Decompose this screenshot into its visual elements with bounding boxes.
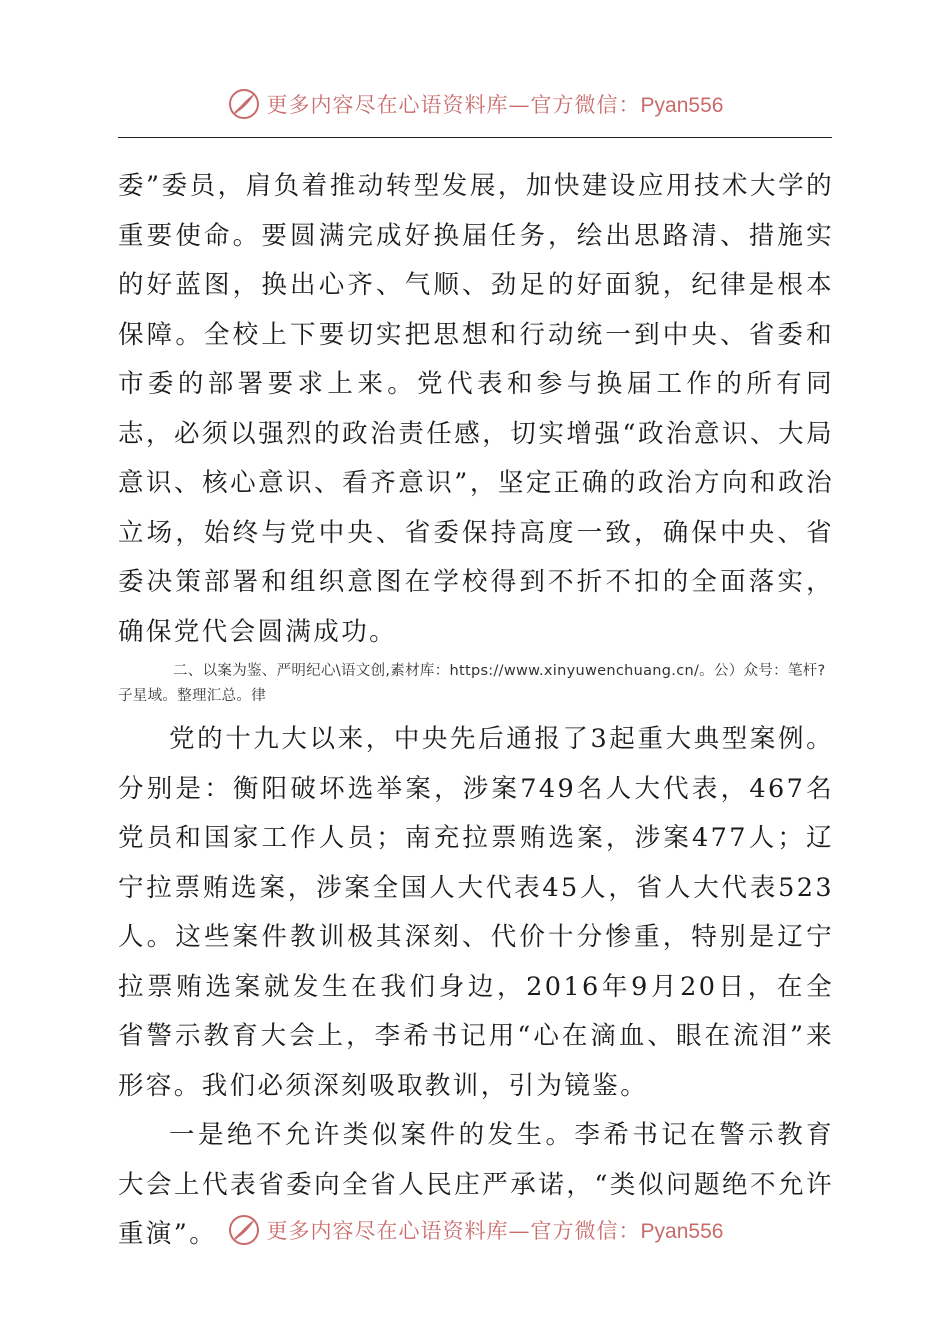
- paragraph-2: 党的十九大以来，中央先后通报了3起重大典型案例。分别是：衡阳破坏选举案，涉案749名人大代表，467名党员和国家工作人员；南充拉票贿选案，涉案477人；辽宁拉票贿选案，涉案全国人大代表45人，省人大代表523人。这些案件教训极其深刻、代价十分惨重，特别是辽宁拉票贿选案就发生在我们身边，2016年9月20日，在全省警示教育大会上，李希书记用“心在滴血、眼在流泪”来形容。我们必须深刻吸取教训，引为镜鉴。: [118, 724, 834, 1101]
- quill-logo-icon: [227, 1213, 261, 1247]
- section-heading-small: 二、以案为鉴、严明纪心\语文创,素材库：https://www.xinyuwenchuang.cn/。公）众号：笔杆?子星域。整理汇总。律: [118, 663, 826, 704]
- paragraph-1: 委”委员，肩负着推动转型发展，加快建设应用技术大学的重要使命。要圆满完成好换届任务，绘出思路清、措施实的好蓝图，换出心齐、气顺、劲足的好面貌，纪律是根本保障。全校上下要切实把思想和行动统一到中央、省委和市委的部署要求上来。党代表和参与换届工作的所有同志，必须以强烈的政治责任感，切实增强“政治意识、大局意识、核心意识、看齐意识”，坚定正确的政治方向和政治立场，始终与党中央、省委保持高度一致，确保中央、省委决策部署和组织意图在学校得到不折不扣的全面落实，确保党代会圆满成功。: [118, 171, 834, 647]
- footer-wechat-id: Pyan556: [640, 1220, 724, 1243]
- footer-banner: [0, 1208, 950, 1252]
- paragraph-3: 一是绝不允许类似案件的发生。李希书记在警示教育大会上代表省委向全省人民庄严承诺，“类似问题绝不允许重演”。: [118, 1120, 834, 1249]
- header-banner-text: 更多内容尽在心语资料库—官方微信：Pyan556: [266, 93, 724, 117]
- document-body: [118, 162, 834, 1260]
- header-wechat-id: Pyan556: [640, 94, 724, 117]
- header-divider: [118, 137, 832, 138]
- quill-logo-icon: [227, 87, 261, 121]
- footer-banner-text: 更多内容尽在心语资料库—官方微信：Pyan556: [266, 1219, 724, 1243]
- header-banner: [0, 82, 950, 126]
